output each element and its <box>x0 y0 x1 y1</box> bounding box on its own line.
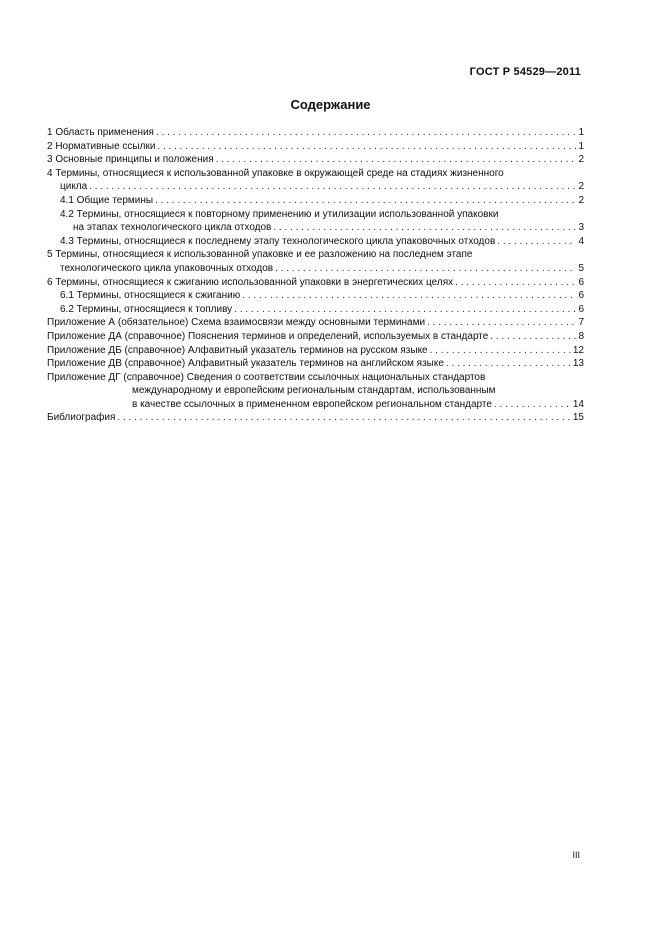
toc-entry-text: технологического цикла упаковочных отходов <box>60 262 274 274</box>
toc-page-number: 4 <box>578 235 584 247</box>
toc-entry-text: в качестве ссылочных в примененном европейском региональном стандарте <box>132 398 492 410</box>
page-title: Содержание <box>290 97 371 112</box>
toc-entry-text: 3 Основные принципы и положения <box>47 154 214 166</box>
toc-page-number: 6 <box>578 303 584 315</box>
toc-entry-3 <box>47 153 584 167</box>
dot-leader <box>234 303 576 317</box>
toc-entry-text: Приложение ДВ (справочное) Алфавитный указатель терминов на английском языке <box>47 358 444 370</box>
toc-entry-text: 6.1 Термины, относящиеся к сжиганию <box>60 290 241 302</box>
dot-leader <box>427 316 576 330</box>
toc-entry-1 <box>47 126 584 140</box>
dot-leader <box>242 289 576 303</box>
toc-appendix-dv <box>47 357 584 371</box>
dot-leader <box>430 344 571 358</box>
toc-appendix-dg <box>47 398 584 412</box>
toc-page-number: 2 <box>578 181 584 193</box>
toc-page-number: 2 <box>578 194 584 206</box>
toc-page-number: 6 <box>578 276 584 288</box>
dot-leader <box>117 411 570 425</box>
toc-entry-5-line1: 5 Термины, относящиеся к использованной упаковке и ее разложению на последнем этапе <box>47 249 473 261</box>
toc-entry-4 <box>47 180 584 194</box>
toc-appendix-db <box>47 344 584 358</box>
toc-entry-5 <box>47 262 584 276</box>
toc-entry-6 <box>47 276 584 290</box>
toc-appendix-dg-line2: международному и европейским региональным стандартам, использованным <box>132 385 496 397</box>
document-id-header: ГОСТ Р 54529—2011 <box>469 66 581 78</box>
dot-leader <box>446 357 571 371</box>
toc-page-number: 2 <box>578 154 584 166</box>
toc-page-number: 12 <box>572 344 584 356</box>
table-of-contents <box>47 126 584 425</box>
toc-appendix-a <box>47 316 584 330</box>
dot-leader <box>156 126 576 140</box>
toc-page-number: 3 <box>578 222 584 234</box>
toc-entry-text: 6.2 Термины, относящиеся к топливу <box>60 303 233 315</box>
toc-entry-text: на этапах технологического цикла отходов <box>73 222 272 234</box>
toc-entry-text: Приложение ДБ (справочное) Алфавитный указатель терминов на русском языке <box>47 344 428 356</box>
toc-entry-4-line1: 4 Термины, относящиеся к использованной упаковке в окружающей среде на стадиях жизненного <box>47 167 504 179</box>
dot-leader <box>497 235 576 249</box>
toc-entry-4-2 <box>47 221 584 235</box>
toc-entry-4-2-line1: 4.2 Термины, относящиеся к повторному применению и утилизации использованной упаковки <box>60 208 499 220</box>
toc-entry-text: цикла <box>60 181 88 193</box>
toc-page-number: 5 <box>578 262 584 274</box>
dot-leader <box>155 194 576 208</box>
toc-appendix-da <box>47 330 584 344</box>
dot-leader <box>157 140 576 154</box>
toc-entry-text: Приложение ДА (справочное) Пояснения терминов и определений, используемых в стандарте <box>47 330 489 342</box>
toc-entry-text: Приложение А (обязательное) Схема взаимосвязи между основными терминами <box>47 317 426 329</box>
toc-entry-4-1 <box>47 194 584 208</box>
toc-entry-4-3 <box>47 235 584 249</box>
toc-page-number: 8 <box>578 330 584 342</box>
toc-entry-text: 4.3 Термины, относящиеся к последнему этапу технологического цикла упаковочных отходов <box>60 235 496 247</box>
toc-appendix-dg-line1: Приложение ДГ (справочное) Сведения о соответствии ссылочных национальных стандартов <box>47 371 486 383</box>
page-number-footer: III <box>572 850 580 860</box>
dot-leader <box>455 276 576 290</box>
toc-entry-text: 6 Термины, относящиеся к сжиганию использованной упаковки в энергетических целях <box>47 276 454 288</box>
toc-entry-6-2 <box>47 303 584 317</box>
dot-leader <box>275 262 576 276</box>
toc-entry-text: 1 Область применения <box>47 127 154 138</box>
dot-leader <box>490 330 576 344</box>
toc-page-number: 14 <box>572 398 584 410</box>
dot-leader <box>89 180 576 194</box>
toc-entry-text: Библиография <box>47 412 116 424</box>
toc-entry-text: 2 Нормативные ссылки <box>47 140 156 152</box>
dot-leader <box>494 398 571 412</box>
dot-leader <box>216 153 577 167</box>
toc-bibliography <box>47 411 584 425</box>
toc-page-number: 1 <box>578 140 584 152</box>
toc-page-number: 13 <box>572 358 584 370</box>
toc-page-number: 1 <box>578 127 584 138</box>
toc-entry-6-1 <box>47 289 584 303</box>
toc-entry-2 <box>47 140 584 154</box>
toc-page-number: 15 <box>572 412 584 424</box>
toc-page-number: 6 <box>578 290 584 302</box>
toc-page-number: 7 <box>578 317 584 329</box>
toc-entry-text: 4.1 Общие термины <box>60 194 154 206</box>
dot-leader <box>273 221 576 235</box>
